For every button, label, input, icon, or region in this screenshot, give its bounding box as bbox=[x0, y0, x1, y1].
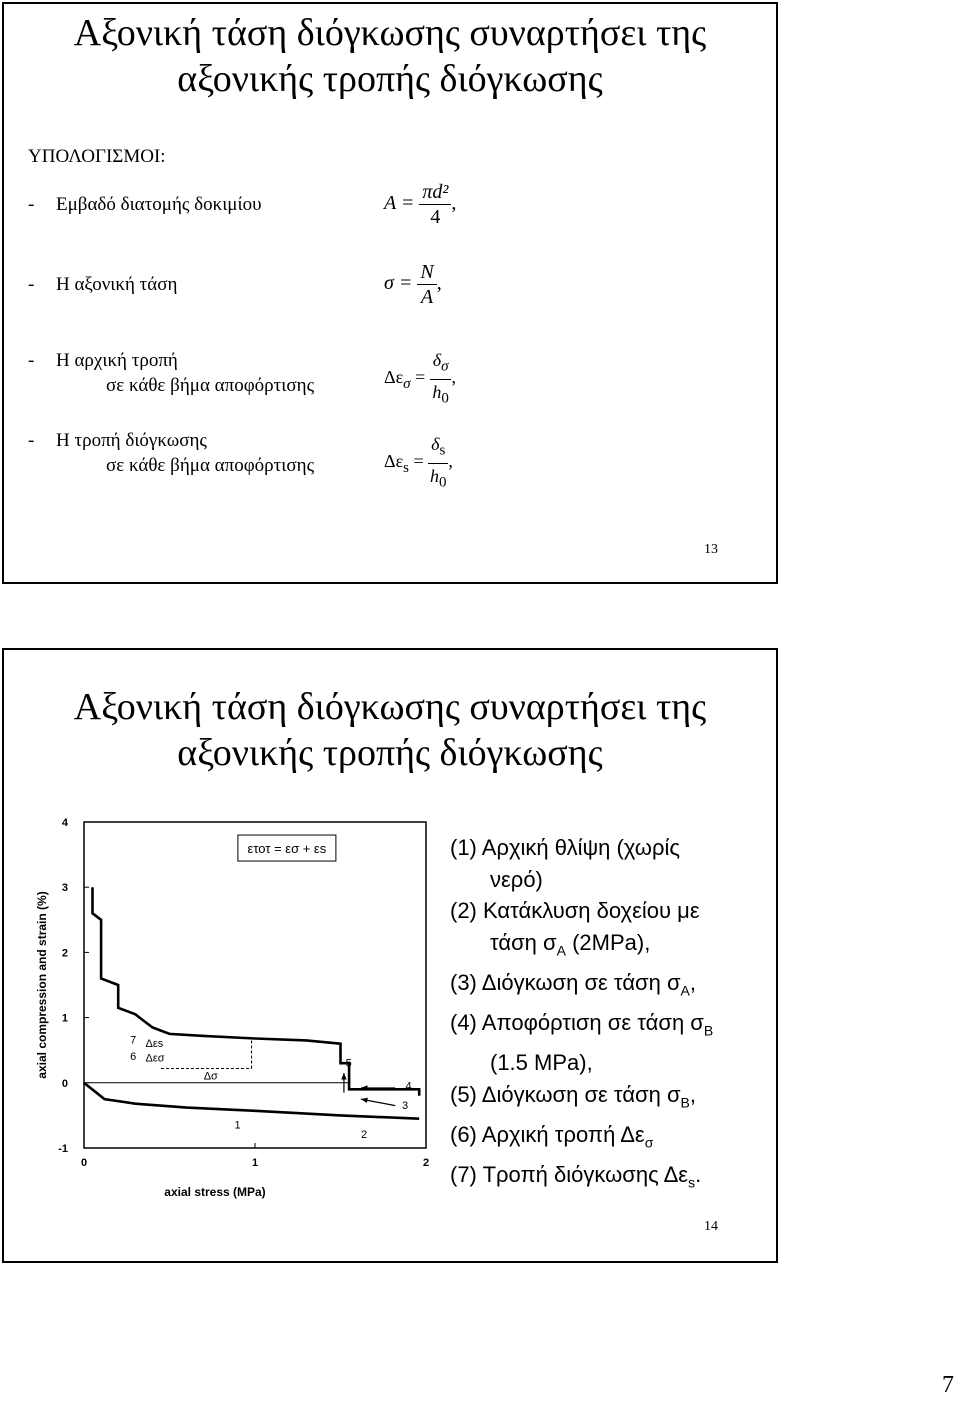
legend-item-3: (3) Διόγκωση σε τάση $\sigma_A$, bbox=[450, 970, 697, 999]
legend-item-2-cont: τάση $\sigma_A$ (2MPa), bbox=[490, 930, 651, 959]
x-tick-label: 2 bbox=[422, 1157, 430, 1169]
annotation-label: Δσ bbox=[203, 1070, 218, 1083]
annotation-label: Δεσ bbox=[145, 1052, 165, 1065]
annotation-label: 4 bbox=[405, 1080, 412, 1093]
item-stress: - Η αξονική τάση bbox=[28, 274, 178, 295]
annotation-label: 3 bbox=[402, 1099, 409, 1112]
y-tick-label: 3 bbox=[61, 882, 68, 895]
page-number: 14 bbox=[704, 1219, 718, 1234]
plot-frame bbox=[84, 822, 426, 1148]
annotation-label: 6 bbox=[130, 1050, 137, 1063]
series-line-1 bbox=[93, 887, 420, 1096]
annotation-label: 2 bbox=[361, 1129, 368, 1142]
arrow-5-head bbox=[341, 1073, 346, 1079]
y-tick-label: 4 bbox=[61, 817, 68, 829]
slide-14 bbox=[2, 648, 778, 1263]
legend-item-5: (5) Διόγκωση σε τάση $\sigma_B$, bbox=[450, 1082, 697, 1111]
x-tick-label: 1 bbox=[251, 1157, 259, 1169]
item-initial-strain: - Η αρχική τροπή σε κάθε βήμα αποφόρτισης bbox=[28, 350, 315, 396]
formula-area: A = $\frac{\text{πd²}}{4}$ , bbox=[384, 181, 457, 228]
chart-legend bbox=[450, 832, 713, 1199]
y-axis-label: axial compression and strain (%) bbox=[35, 891, 49, 1079]
item-swell-strain: - Η τροπή διόγκωσης σε κάθε βήμα αποφόρτισης bbox=[28, 430, 315, 476]
title-line-1: Αξονική τάση διόγκωσης συναρτήσει της bbox=[73, 12, 707, 54]
title-line-1: Αξονική τάση διόγκωσης συναρτήσει της bbox=[73, 686, 707, 728]
y-tick-label: 2 bbox=[61, 947, 68, 960]
formula-initial-strain: $\Delta\varepsilon_\sigma$ = $\frac{\delta_\sigma}{h_0}$ , bbox=[384, 350, 456, 407]
formula-swell-strain: $\Delta\varepsilon_s$ = $\frac{\delta_s}{h_0}$ , bbox=[384, 434, 453, 491]
slide-13 bbox=[2, 2, 778, 584]
legend-item-6: (6) Αρχική τροπή $\Delta\varepsilon_\sigma$ bbox=[450, 1122, 654, 1151]
annotation-label: 7 bbox=[130, 1034, 137, 1047]
formula-stress: σ = $\frac{N}{A}$ , bbox=[384, 261, 442, 308]
legend-item-4: (4) Αποφόρτιση σε τάση $\sigma_B$ bbox=[450, 1010, 714, 1039]
item-area: - Εμβαδό διατομής δοκιμίου bbox=[28, 194, 262, 215]
annotation-label: 1 bbox=[234, 1119, 241, 1132]
x-tick-label: 0 bbox=[80, 1157, 88, 1169]
title-line-2: αξονικής τροπής διόγκωσης bbox=[177, 732, 603, 774]
y-tick-label: -1 bbox=[58, 1143, 68, 1155]
y-tick-label: 0 bbox=[61, 1077, 68, 1090]
legend-item-7: (7) Τροπή διόγκωσης $\Delta\varepsilon_s$. bbox=[450, 1162, 702, 1191]
page-number: 13 bbox=[704, 542, 718, 557]
annotation-label: 5 bbox=[345, 1057, 352, 1070]
legend-item-4-cont: (1.5 MPa), bbox=[490, 1050, 593, 1076]
slide-title bbox=[4, 10, 776, 102]
swelling-chart bbox=[26, 810, 436, 1210]
legend-item-2: (2) Κατάκλυση δοχείου με bbox=[450, 898, 700, 924]
y-tick-label: 1 bbox=[61, 1012, 68, 1025]
sheet-number: 7 bbox=[942, 1372, 954, 1398]
arrow-3-head bbox=[361, 1098, 368, 1103]
title-line-2: αξονικής τροπής διόγκωσης bbox=[177, 58, 603, 100]
calculations-label: ΥΠΟΛΟΓΙΣΜΟΙ: bbox=[28, 146, 166, 167]
x-axis-label: axial stress (MPa) bbox=[164, 1185, 266, 1199]
legend-item-1: (1) Αρχική θλίψη (χωρίς bbox=[450, 835, 680, 860]
equation-text: ετοτ = εσ + εs bbox=[247, 841, 327, 857]
annotation-label: Δεs bbox=[145, 1037, 164, 1050]
legend-item-1-cont: νερό) bbox=[490, 866, 543, 892]
slide-title bbox=[4, 684, 776, 776]
